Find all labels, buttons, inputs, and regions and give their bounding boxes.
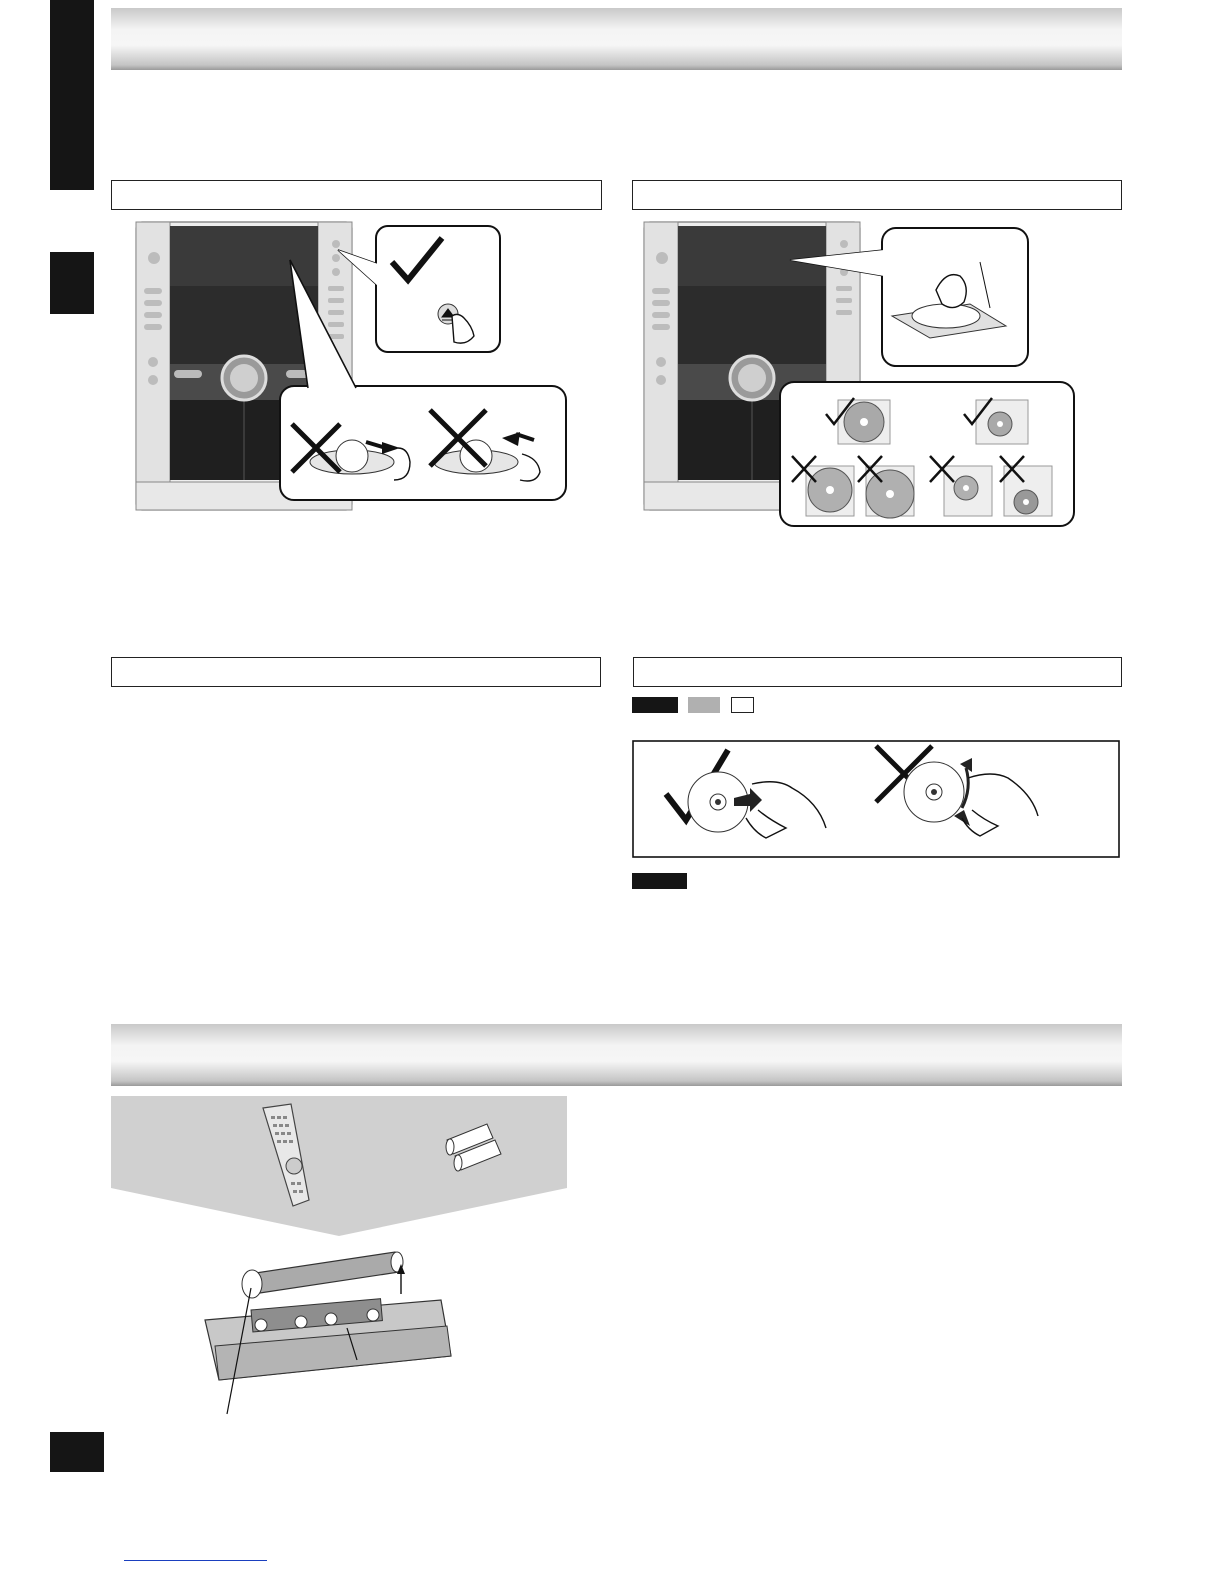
swatch-gray: [688, 697, 720, 713]
accessories-panel: [111, 1096, 567, 1236]
eject-ok-callout: [338, 226, 500, 352]
footer-link-underline[interactable]: [124, 1560, 267, 1561]
top-banner: [111, 8, 1122, 70]
remote-banner: [111, 1024, 1122, 1086]
page-number-tab: [50, 1432, 104, 1472]
swatch-white: [731, 697, 754, 713]
stereo-eject-figure: [130, 220, 570, 515]
section-box-top-right: [632, 180, 1122, 210]
disc-loading-figure: [640, 220, 1080, 530]
disc-types-callout: [780, 382, 1074, 526]
disc-cleaning-figure: [632, 740, 1120, 858]
note-badge: [632, 873, 687, 889]
section-tab: [50, 252, 94, 314]
section-box-top-left: [111, 180, 602, 210]
swatch-black: [632, 697, 678, 713]
language-tab: [50, 0, 94, 190]
section-box-bottom-right: [633, 657, 1122, 687]
battery-insertion-illustration: [205, 1252, 451, 1414]
remote-battery-figure: [111, 1094, 569, 1424]
section-box-bottom-left: [111, 657, 601, 687]
